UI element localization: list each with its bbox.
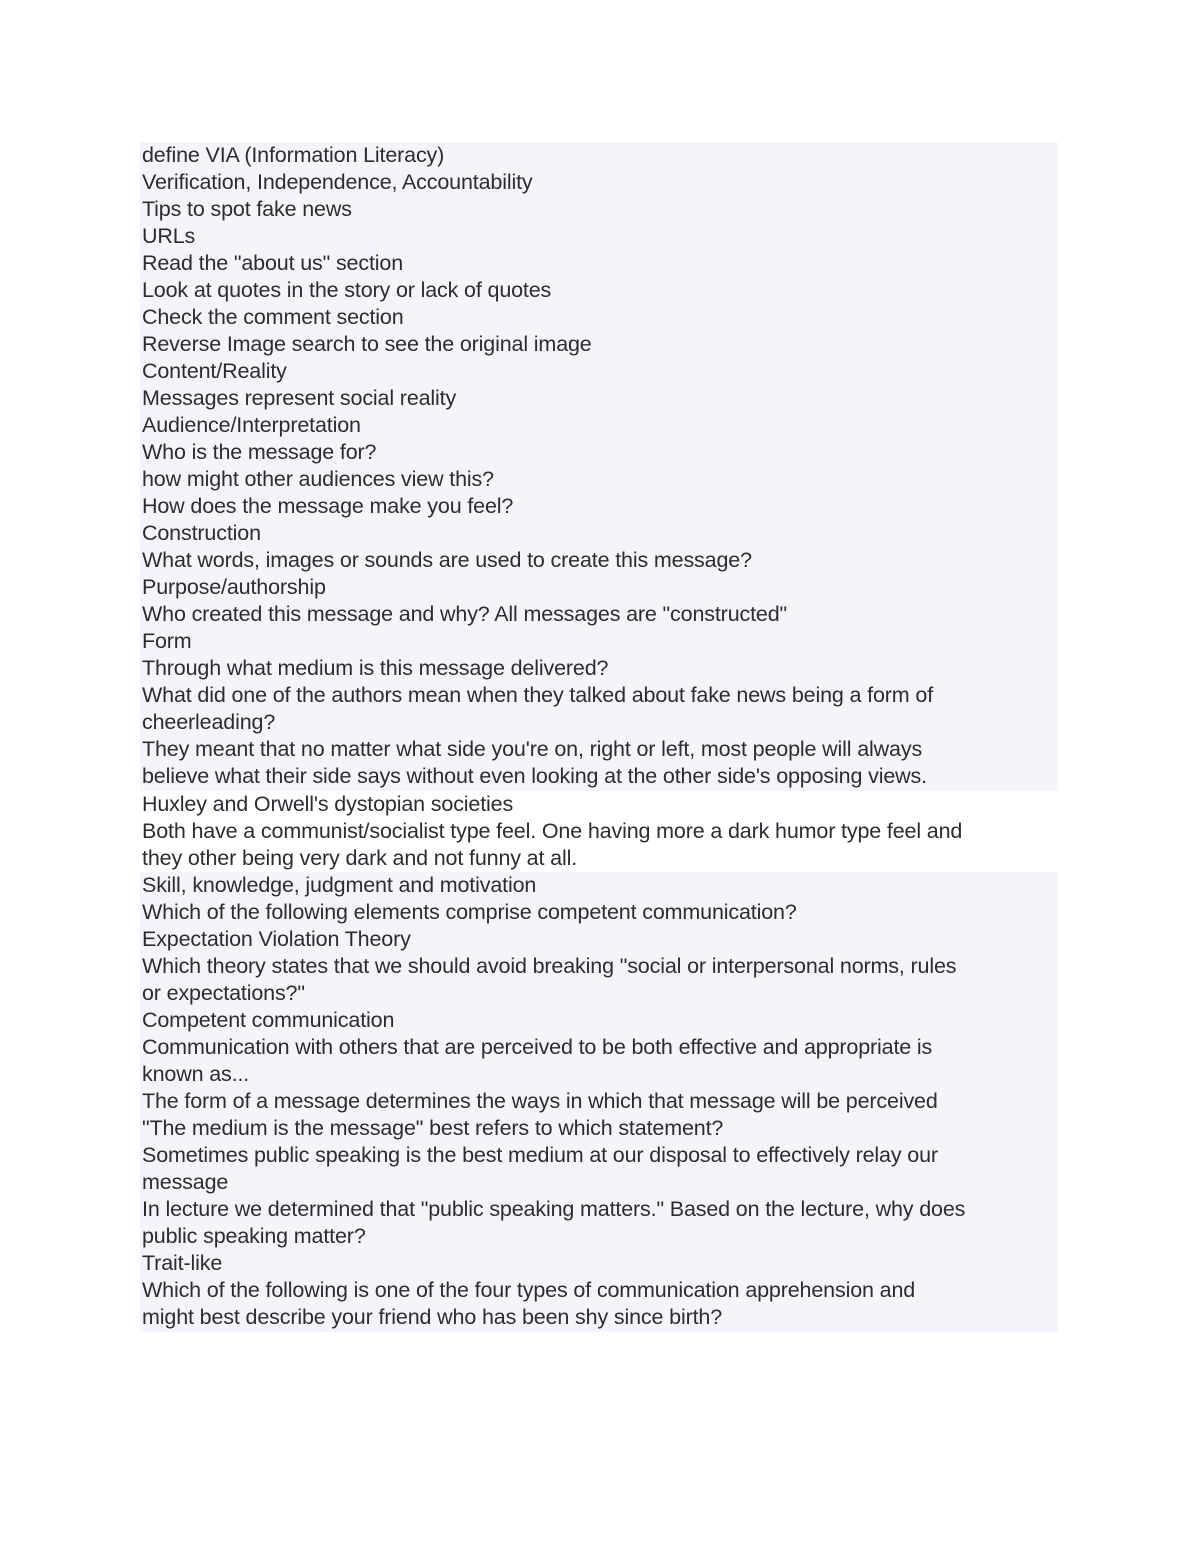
- text-line: Sometimes public speaking is the best medium at our disposal to effectively relay our: [142, 1143, 938, 1167]
- text-line: Check the comment section: [142, 305, 404, 329]
- text-line: Which of the following is one of the four types of communication apprehension and: [142, 1278, 916, 1302]
- text-line: Tips to spot fake news: [142, 197, 352, 221]
- text-line: Trait-like: [142, 1251, 223, 1275]
- text-line: known as...: [142, 1062, 250, 1086]
- text-line: cheerleading?: [142, 710, 276, 734]
- text-line: Reverse Image search to see the original image: [142, 332, 592, 356]
- text-line: Verification, Independence, Accountability: [142, 170, 533, 194]
- text-line: public speaking matter?: [142, 1224, 366, 1248]
- text-line: define VIA (Information Literacy): [142, 143, 445, 167]
- text-line: Through what medium is this message delivered?: [142, 656, 609, 680]
- text-block-dystopian-societies: [140, 791, 1058, 872]
- text-line: URLs: [142, 224, 196, 248]
- text-line: "The medium is the message" best refers to which statement?: [142, 1116, 724, 1140]
- text-line: They meant that no matter what side you're on, right or left, most people will always: [142, 737, 923, 761]
- text-line: How does the message make you feel?: [142, 494, 514, 518]
- text-line: or expectations?": [142, 981, 305, 1005]
- text-line: Communication with others that are perceived to be both effective and appropriate is: [142, 1035, 933, 1059]
- text-line: Form: [142, 629, 192, 653]
- text-line: Which theory states that we should avoid breaking "social or interpersonal norms, rules: [142, 954, 957, 978]
- text-line: message: [142, 1170, 229, 1194]
- text-line: What did one of the authors mean when they talked about fake news being a form of: [142, 683, 934, 707]
- text-line: What words, images or sounds are used to create this message?: [142, 548, 752, 572]
- text-block-information-literacy: [140, 142, 1058, 791]
- text-line: In lecture we determined that "public speaking matters." Based on the lecture, why does: [142, 1197, 966, 1221]
- text-line: Which of the following elements comprise competent communication?: [142, 900, 797, 924]
- text-line: Huxley and Orwell's dystopian societies: [142, 792, 514, 816]
- text-line: Competent communication: [142, 1008, 395, 1032]
- text-line: believe what their side says without even looking at the other side's opposing views.: [142, 764, 927, 788]
- text-line: might best describe your friend who has been shy since birth?: [142, 1305, 723, 1329]
- text-line: Who created this message and why? All messages are "constructed": [142, 602, 788, 626]
- text-line: Skill, knowledge, judgment and motivation: [142, 873, 537, 897]
- text-block-competent-communication: [140, 872, 1058, 1332]
- text-line: Content/Reality: [142, 359, 287, 383]
- text-line: Look at quotes in the story or lack of quotes: [142, 278, 552, 302]
- text-line: Construction: [142, 521, 261, 545]
- text-line: Messages represent social reality: [142, 386, 457, 410]
- text-line: they other being very dark and not funny at all.: [142, 846, 578, 870]
- text-line: Expectation Violation Theory: [142, 927, 411, 951]
- text-line: The form of a message determines the ways in which that message will be perceived: [142, 1089, 938, 1113]
- text-line: Both have a communist/socialist type feel. One having more a dark humor type feel and: [142, 819, 963, 843]
- text-line: Who is the message for?: [142, 440, 377, 464]
- text-line: Purpose/authorship: [142, 575, 326, 599]
- text-line: how might other audiences view this?: [142, 467, 494, 491]
- text-line: Audience/Interpretation: [142, 413, 361, 437]
- text-line: Read the "about us" section: [142, 251, 404, 275]
